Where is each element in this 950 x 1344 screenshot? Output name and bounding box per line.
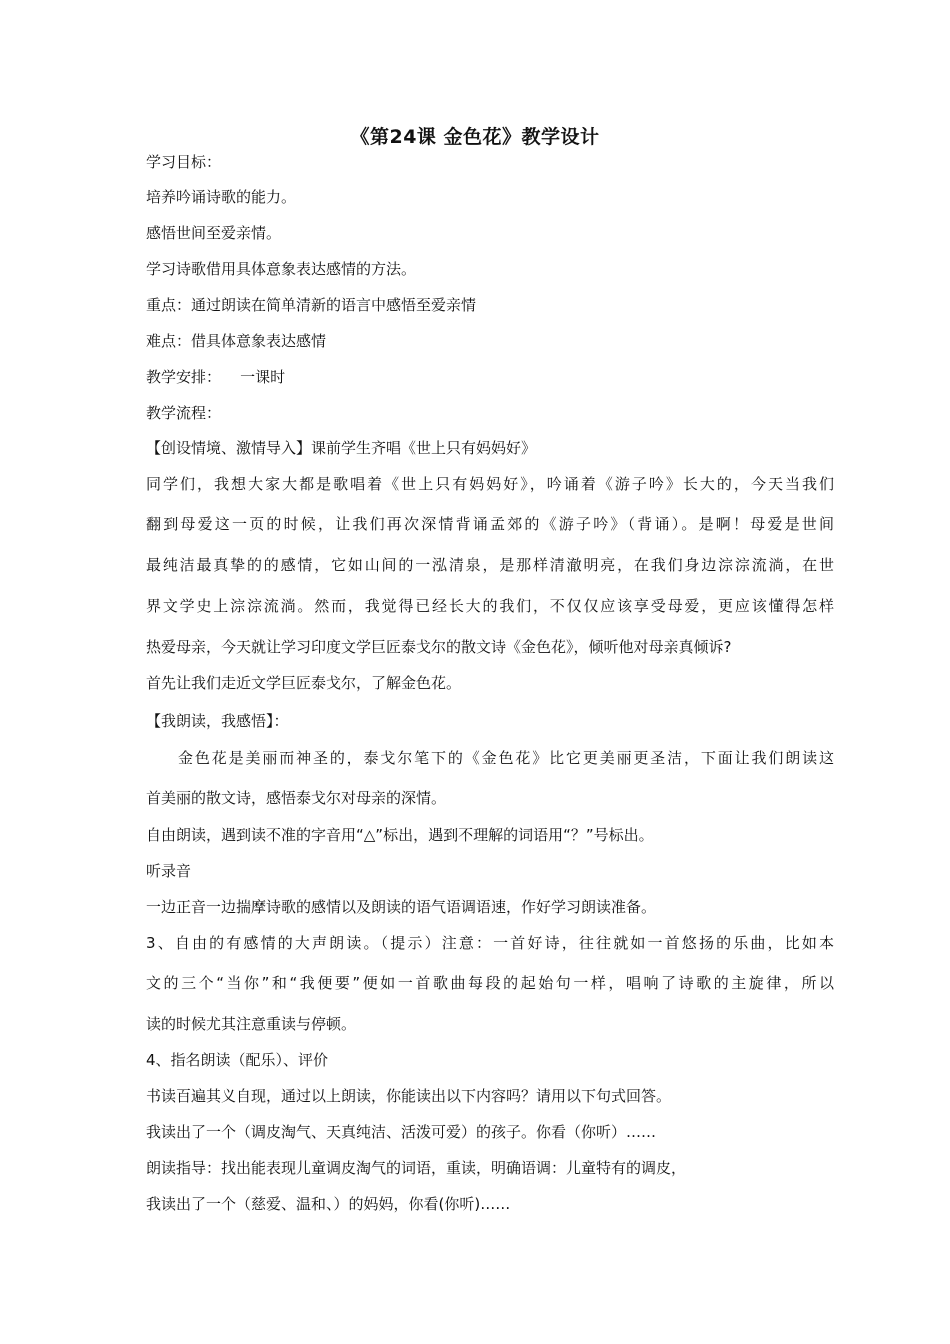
text-line: 我读出了一个（调皮淘气、天真纯洁、活泼可爱）的孩子。你看（你听）…… [146, 1123, 657, 1141]
text-line: 难点：借具体意象表达感情 [146, 332, 327, 350]
text-line: 翻到母爱这一页的时候，让我们再次深情背诵孟郊的《游子吟》（背诵）。是啊！母爱是世间 [146, 515, 834, 533]
text-line: 3、自由的有感情的大声朗读。（提示）注意：一首好诗，往往就如一首悠扬的乐曲，比如本 [146, 934, 834, 952]
text-line: 教学流程： [146, 404, 222, 422]
text-line: 读的时候尤其注意重读与停顿。 [146, 1015, 357, 1033]
text-line: 金色花是美丽而神圣的，泰戈尔笔下的《金色花》比它更美丽更圣洁，下面让我们朗读这 [178, 749, 834, 767]
section-heading: 【创设情境、激情导入】课前学生齐唱《世上只有妈妈好》 [146, 439, 537, 457]
text-line: 感悟世间至爱亲情。 [146, 224, 282, 242]
text-line: 学习诗歌借用具体意象表达感情的方法。 [146, 260, 417, 278]
text-line: 4、指名朗读（配乐）、评价 [146, 1051, 329, 1069]
text-line: 重点：通过朗读在简单清新的语言中感悟至爱亲情 [146, 296, 477, 314]
document-title: 《第24课 金色花》教学设计 [350, 126, 600, 148]
text-line: 一边正音一边揣摩诗歌的感情以及朗读的语气语调语速，作好学习朗读准备。 [146, 898, 657, 916]
text-line: 教学安排： 一课时 [146, 368, 286, 386]
section-heading: 【我朗读，我感悟】： [146, 712, 289, 730]
text-line: 自由朗读，遇到读不准的字音用“△”标出，遇到不理解的词语用“？”号标出。 [146, 826, 654, 844]
text-line: 最纯洁最真挚的的感情，它如山间的一泓清泉，是那样清澈明亮，在我们身边淙淙流淌，在世 [146, 556, 834, 574]
text-line: 首先让我们走近文学巨匠泰戈尔，了解金色花。 [146, 674, 462, 692]
text-line: 同学们，我想大家大都是歌唱着《世上只有妈妈好》，吟诵着《游子吟》长大的，今天当我们 [146, 475, 834, 493]
text-line: 我读出了一个（慈爱、温和、）的妈妈，你看(你听)…… [146, 1195, 511, 1213]
text-line: 培养吟诵诗歌的能力。 [146, 188, 297, 206]
text-line: 文的三个“当你”和“我便要”便如一首歌曲每段的起始句一样，唱响了诗歌的主旋律，所以 [146, 974, 834, 992]
text-line: 首美丽的散文诗，感悟泰戈尔对母亲的深情。 [146, 789, 447, 807]
text-line: 界文学史上淙淙流淌。然而，我觉得已经长大的我们，不仅仅应该享受母爱，更应该懂得怎样 [146, 597, 834, 615]
text-line: 书读百遍其义自现，通过以上朗读，你能读出以下内容吗？请用以下句式回答。 [146, 1087, 672, 1105]
text-line: 朗读指导：找出能表现儿童调皮淘气的词语，重读，明确语调：儿童特有的调皮， [146, 1159, 687, 1177]
text-line: 热爱母亲，今天就让学习印度文学巨匠泰戈尔的散文诗《金色花》，倾听他对母亲真倾诉? [146, 638, 732, 656]
text-line: 学习目标： [146, 153, 222, 171]
text-line: 听录音 [146, 862, 192, 880]
